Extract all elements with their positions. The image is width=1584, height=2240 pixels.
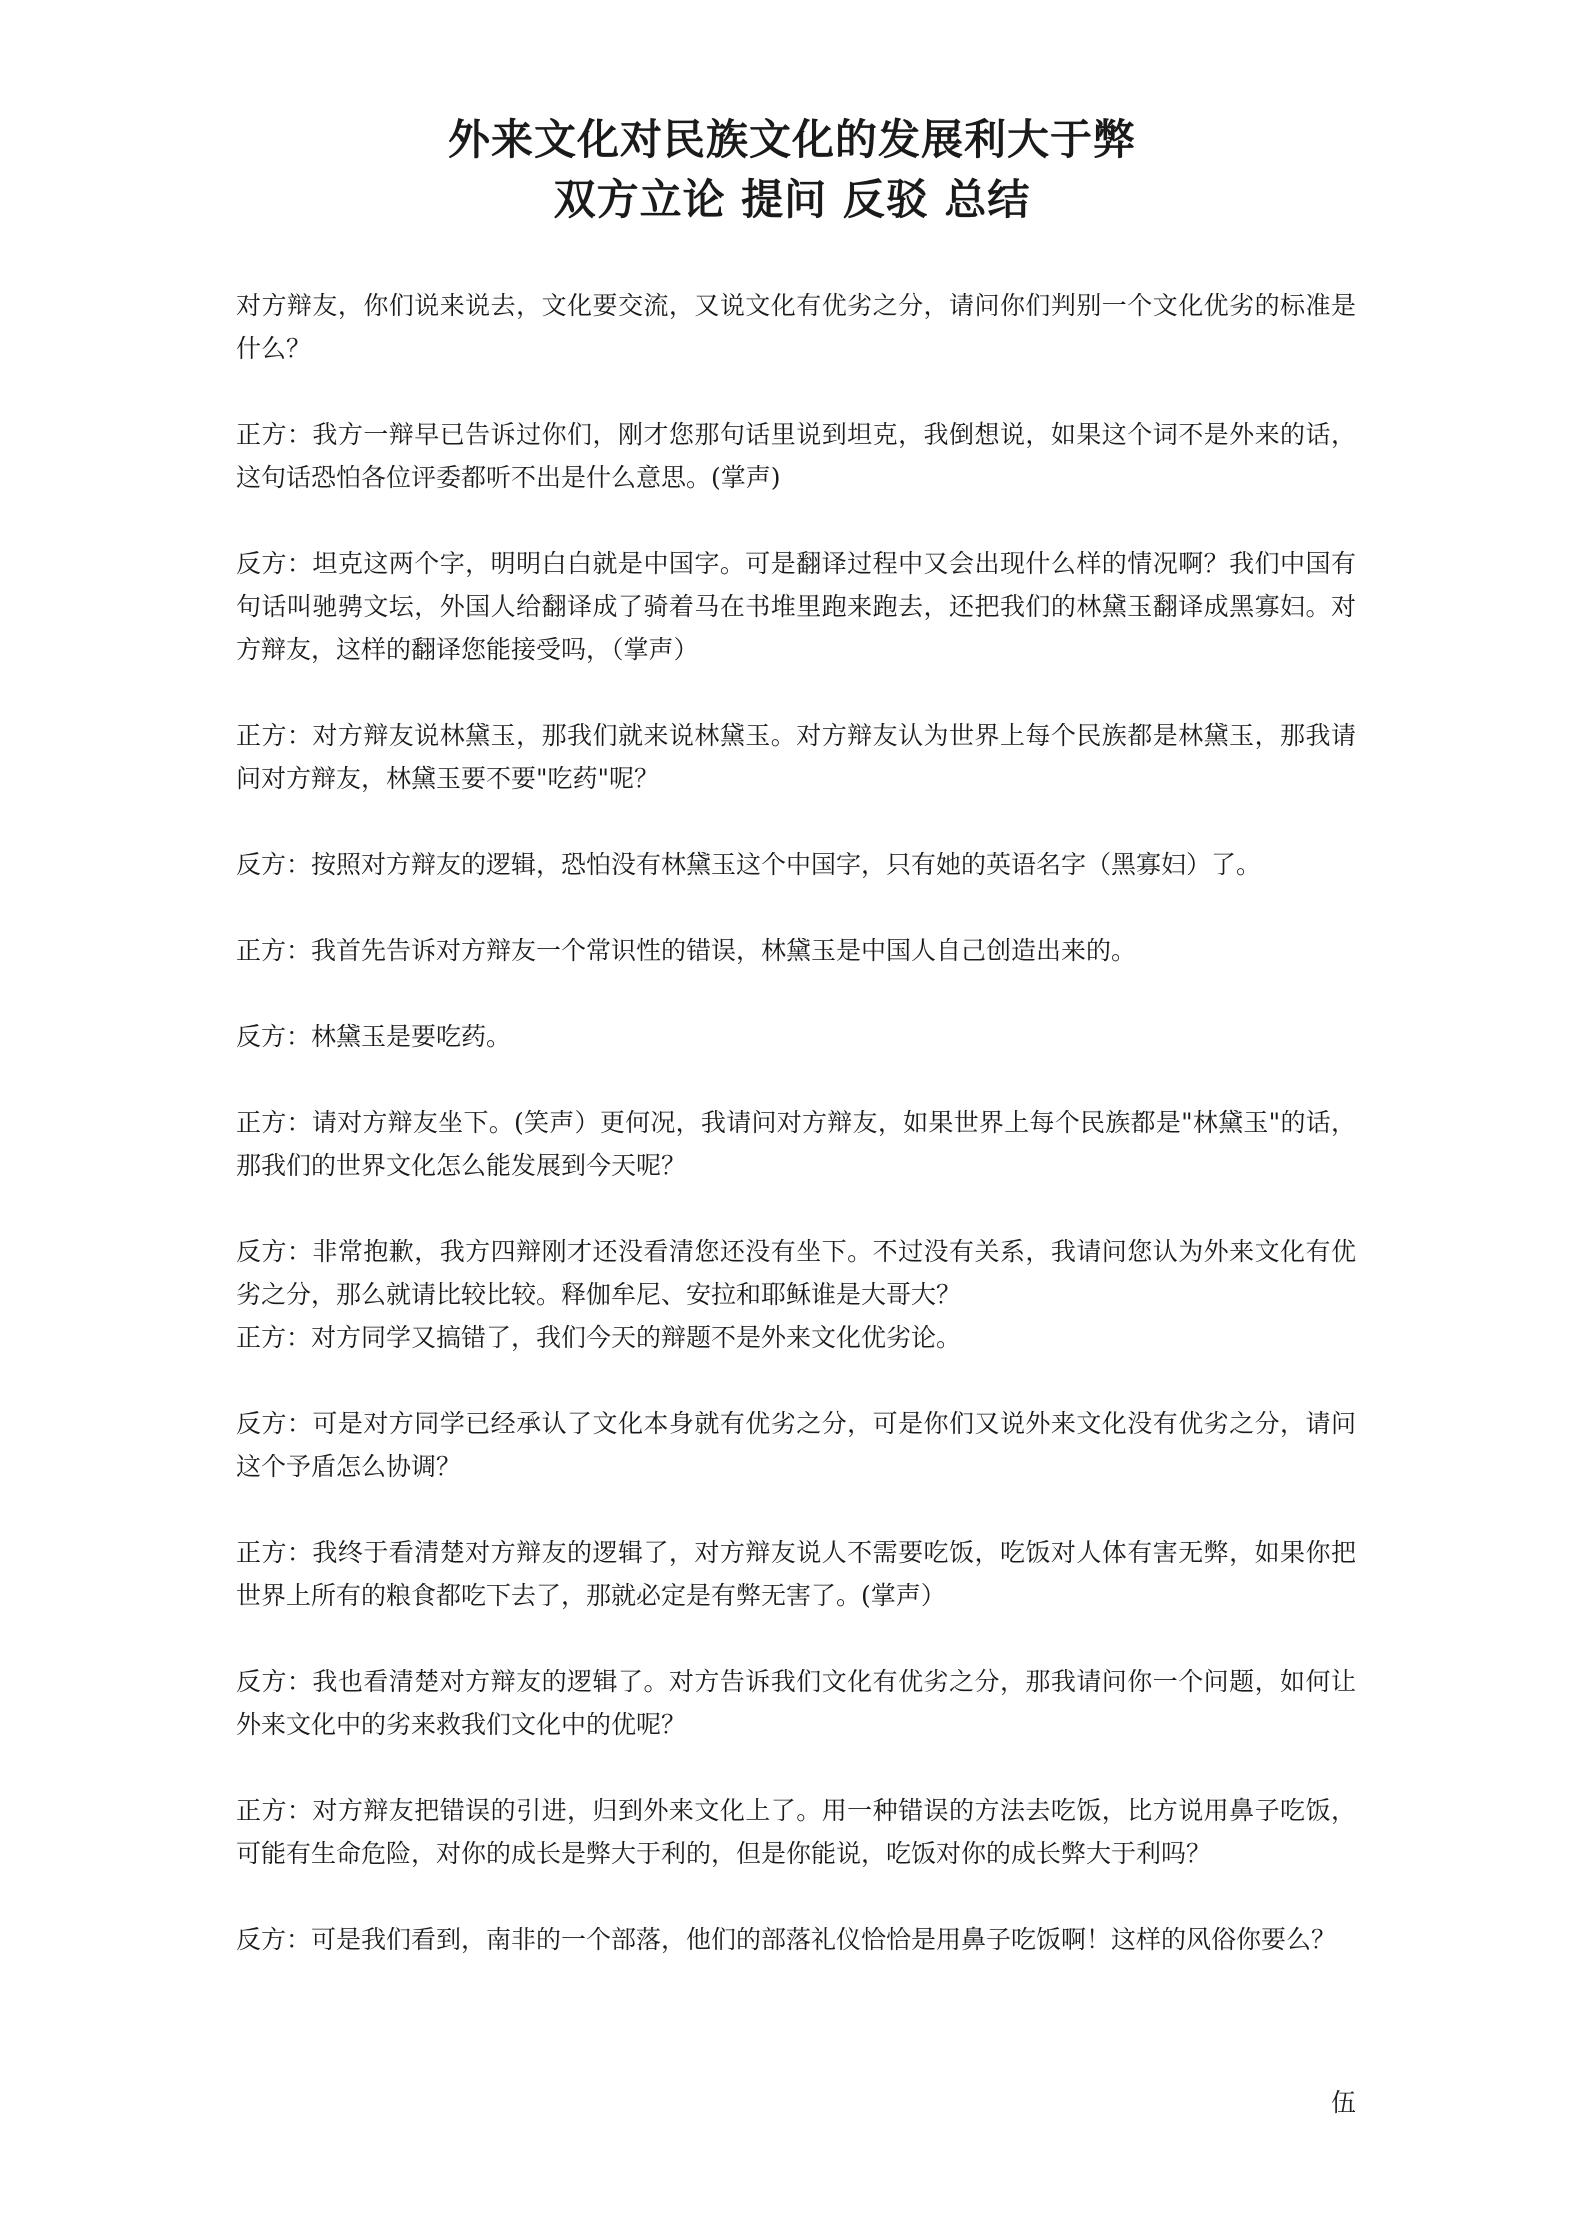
title-line-1: 外来文化对民族文化的发展利大于弊: [447, 115, 1136, 164]
paragraph-11: 反方：可是对方同学已经承认了文化本身就有优劣之分，可是你们又说外来文化没有优劣之分，请问这个予盾怎么协调？: [236, 1409, 1356, 1481]
paragraph-14: 正方：对方辩友把错误的引进，归到外来文化上了。用一种错误的方法去吃饭，比方说用鼻子吃饭，可能有生命危险，对你的成长是弊大于利的，但是你能说，吃饭对你的成长弊大于利吗？: [236, 1796, 1356, 1868]
paragraph-2: 正方：我方一辩早已告诉过你们，刚才您那句话里说到坦克，我倒想说，如果这个词不是外来的话，这句话恐怕各位评委都听不出是什么意思。(掌声): [236, 420, 1356, 492]
paragraph-9: 反方：非常抱歉，我方四辩刚才还没看清您还没有坐下。不过没有关系，我请问您认为外来文化有优劣之分，那么就请比较比较。释伽牟尼、安拉和耶稣谁是大哥大？: [236, 1237, 1356, 1309]
paragraph-15: 反方：可是我们看到，南非的一个部落，他们的部落礼仪恰恰是用鼻子吃饭啊！这样的风俗你要么？: [236, 1925, 1337, 1954]
paragraph-3: 反方：坦克这两个字，明明白白就是中国字。可是翻译过程中又会出现什么样的情况啊？我们中国有句话叫驰骋文坛，外国人给翻译成了骑着马在书堆里跑来跑去，还把我们的林黛玉翻译成黑寡妇。对方辩友，这样的翻译您能接受吗，（掌声）: [236, 549, 1356, 664]
paragraph-8: 正方：请对方辩友坐下。(笑声）更何况，我请问对方辩友，如果世界上每个民族都是"林黛玉"的话，那我们的世界文化怎么能发展到今天呢？: [236, 1108, 1356, 1180]
paragraph-13: 反方：我也看清楚对方辩友的逻辑了。对方告诉我们文化有优劣之分，那我请问你一个问题，如何让外来文化中的劣来救我们文化中的优呢？: [236, 1667, 1356, 1739]
paragraph-12: 正方：我终于看清楚对方辩友的逻辑了，对方辩友说人不需要吃饭，吃饭对人体有害无弊，如果你把世界上所有的粮食都吃下去了，那就必定是有弊无害了。(掌声）: [236, 1538, 1356, 1610]
paragraph-5: 反方：按照对方辩友的逻辑，恐怕没有林黛玉这个中国字，只有她的英语名字（黑寡妇）了。: [236, 850, 1262, 879]
page-number: 伍: [1330, 2088, 1356, 2117]
paragraph-4: 正方：对方辩友说林黛玉，那我们就来说林黛玉。对方辩友认为世界上每个民族都是林黛玉，那我请问对方辩友，林黛玉要不要"吃药"呢？: [236, 721, 1356, 793]
paragraph-10: 正方：对方同学又搞错了，我们今天的辩题不是外来文化优劣论。: [236, 1323, 962, 1352]
title-line-2: 双方立论 提问 反驳 总结: [553, 175, 1031, 224]
paragraph-1: 对方辩友，你们说来说去，文化要交流，又说文化有优劣之分，请问你们判别一个文化优劣的标准是什么？: [236, 291, 1356, 363]
document-body: [236, 284, 1356, 1961]
document-title: [0, 110, 1584, 230]
paragraph-7: 反方：林黛玉是要吃药。: [236, 1022, 512, 1051]
paragraph-6: 正方：我首先告诉对方辩友一个常识性的错误，林黛玉是中国人自己创造出来的。: [236, 936, 1137, 965]
